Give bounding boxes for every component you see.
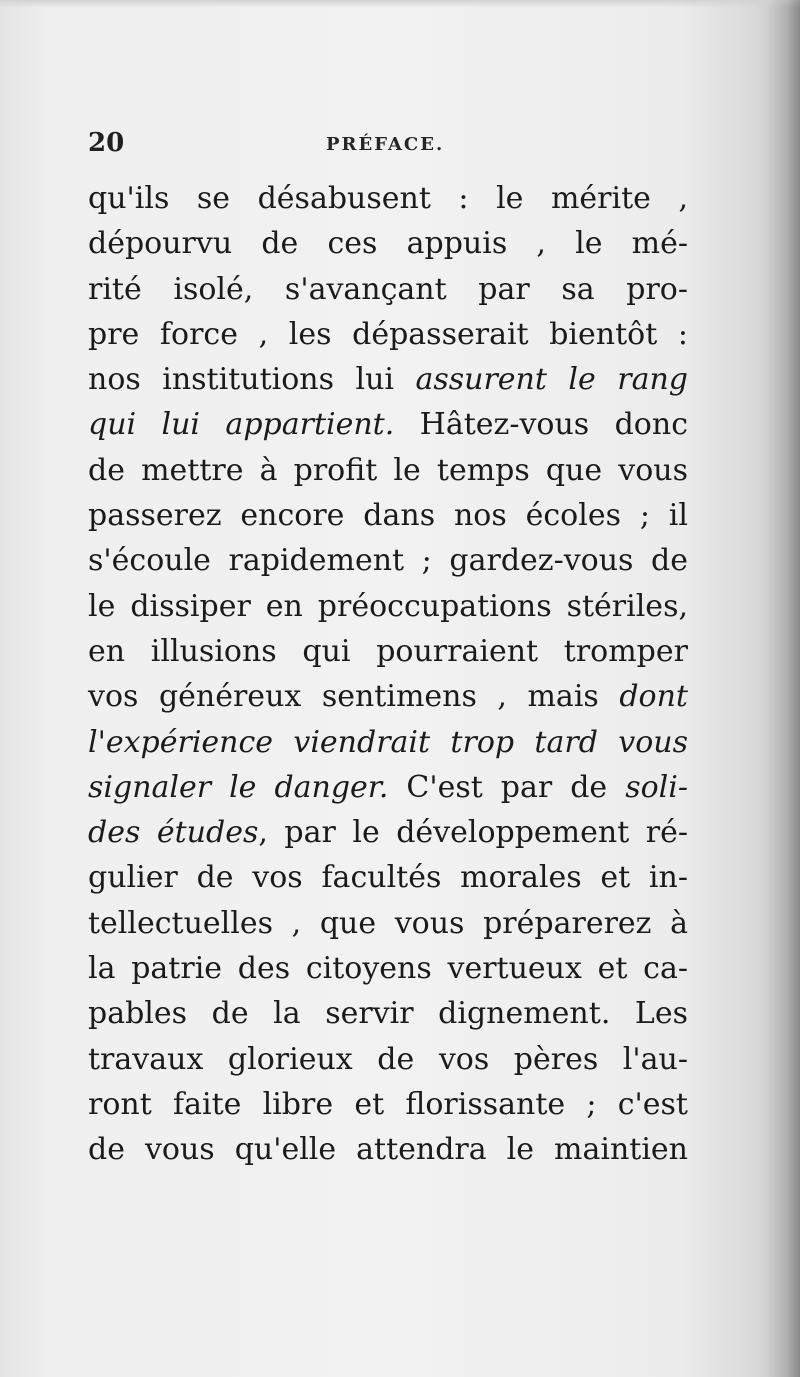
page-header: [88, 128, 678, 162]
page-top-shadow: [0, 0, 800, 8]
text-run: nos institutions lui: [88, 362, 416, 398]
italic-text-run: des études: [88, 815, 259, 851]
italic-text-run: qui lui appartient.: [88, 407, 395, 443]
text-run: C'est par de: [388, 769, 626, 805]
text-line: s'écoule rapidement ; gardez-vous de: [88, 543, 688, 579]
text-line: [88, 402, 688, 447]
text-line: de vous qu'elle attendra le maintien: [88, 1132, 688, 1168]
text-line: rité isolé, s'avançant par sa pro-: [88, 271, 688, 307]
text-line: passerez encore dans nos écoles ; il: [88, 498, 688, 534]
text-line: [88, 810, 688, 855]
text-line: gulier de vos facultés morales et in-: [88, 860, 688, 896]
text-run: Hâtez-vous donc: [394, 407, 688, 443]
text-run: , par le développement ré-: [258, 815, 689, 851]
text-line: [88, 357, 688, 402]
text-line: la patrie des citoyens vertueux et ca-: [88, 951, 688, 987]
text-run: vos généreux sentimens , mais: [88, 679, 620, 715]
text-line: qu'ils se désabusent : le mérite ,: [88, 181, 688, 216]
text-line: [88, 765, 688, 810]
italic-text-run: assurent le rang: [415, 362, 688, 398]
text-line: de mettre à profit le temps que vous: [88, 452, 688, 488]
text-line: travaux glorieux de vos pères l'au-: [88, 1041, 688, 1077]
text-line: pre force , les dépasserait bientôt :: [88, 316, 688, 352]
italic-text-run: dont: [619, 679, 688, 715]
text-line: ront faite libre et florissante ; c'est: [88, 1086, 688, 1122]
page-number: 20: [88, 128, 125, 158]
text-line: dépourvu de ces appuis , le mé-: [88, 226, 688, 262]
text-line: le dissiper en préoccupations stériles,: [88, 588, 688, 624]
text-line: l'expérience viendrait trop tard vous: [88, 724, 688, 760]
running-head: PRÉFACE.: [326, 134, 445, 155]
body-text: [88, 176, 688, 1173]
text-line: tellectuelles , que vous préparerez à: [88, 905, 688, 941]
italic-text-run: signaler le danger.: [88, 769, 389, 805]
page-edge-shadow: [766, 0, 800, 1377]
text-line: en illusions qui pourraient tromper: [88, 633, 688, 669]
text-line: [88, 674, 688, 719]
italic-text-run: soli-: [625, 769, 688, 805]
text-line: pables de la servir dignement. Les: [88, 996, 688, 1032]
